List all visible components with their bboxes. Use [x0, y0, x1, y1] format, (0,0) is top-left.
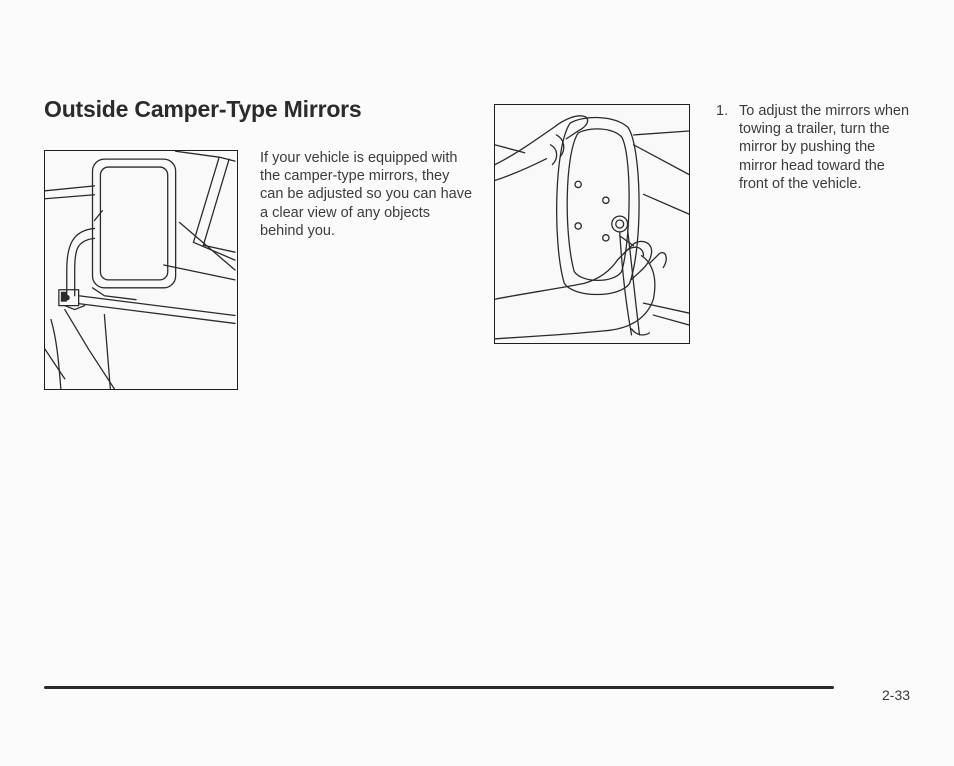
page-title: Outside Camper-Type Mirrors	[44, 96, 362, 122]
step-1	[716, 102, 916, 193]
step-text: To adjust the mirrors when towing a trailer, turn the mirror by pushing the mirror head toward the front of the vehicle.	[739, 103, 910, 192]
hand-adjust-drawing	[495, 105, 689, 343]
camper-mirror-illustration	[44, 150, 238, 390]
page-number: 2-33	[882, 687, 911, 703]
intro-paragraph: If your vehicle is equipped with the camper-type mirrors, they can be adjusted so you can have a clear view of any objects behind you.	[260, 150, 473, 239]
camper-mirror-drawing	[45, 151, 237, 389]
footer-rule	[44, 686, 834, 689]
step-number: 1.	[716, 103, 729, 119]
mirror-adjustment-hand-illustration	[494, 104, 690, 344]
